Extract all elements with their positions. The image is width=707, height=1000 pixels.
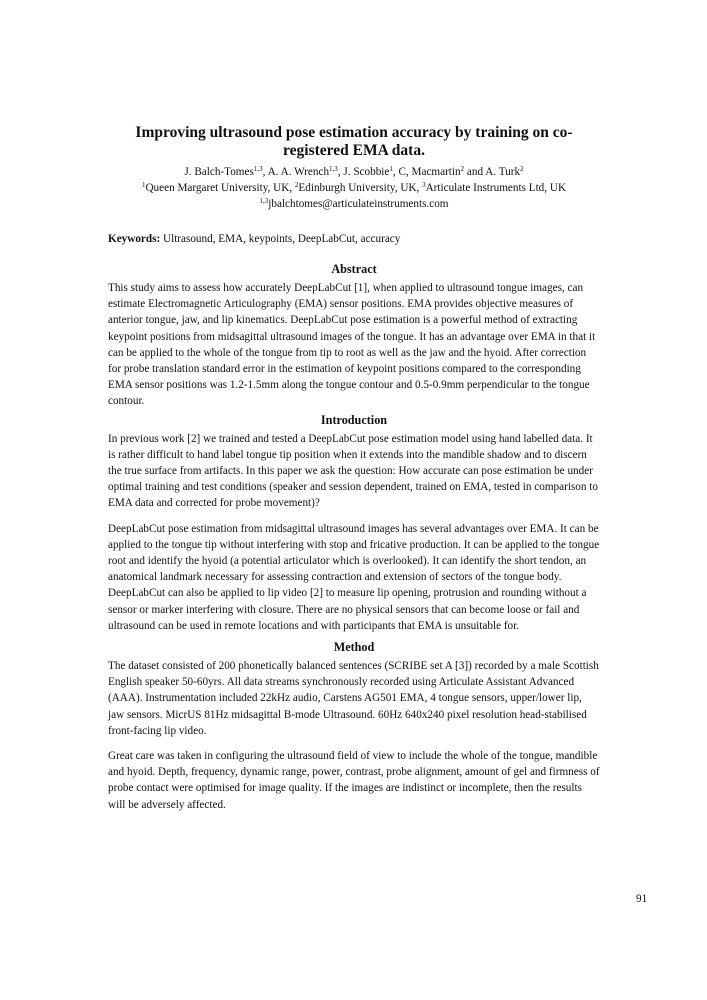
- contact-email: $^{1,3}$jbalchtomes@articulateinstruments.com: [259, 197, 449, 210]
- page-number: 91: [636, 893, 648, 905]
- author: J. Scobbie$^1$,: [343, 165, 399, 178]
- method-heading: Method: [333, 640, 375, 655]
- author: J. Balch-Tomes$^{1,3}$,: [184, 165, 268, 178]
- author-list: [108, 164, 600, 180]
- author: C, Macmartin$^2$ and: [398, 165, 486, 178]
- author: A. A. Wrench$^{1,3}$,: [267, 165, 344, 178]
- method-paragraph: The dataset consisted of 200 phonetically balanced sentences (SCRIBE set A [3]) recorded by a male Scottish English speaker 50-60yrs. All data streams synchronously recorded using Articulate Assistant Advanced (AAA). Instrumentation included 22kHz audio, Carstens AG501 EMA, 4 tongue sensors, upper/lower lip, jaw sensors. MicrUS 81Hz midsagittal B-mode Ultrasound. 60Hz 640x240 pixel resolution head-stabilised front-facing lip video.: [108, 660, 599, 737]
- paper-title: Improving ultrasound pose estimation accuracy by training on co-registered EMA data.: [135, 124, 573, 159]
- abstract-heading: Abstract: [331, 262, 377, 276]
- introduction-paragraph: DeepLabCut pose estimation from midsagittal ultrasound images has several advantages over EMA. It can be applied to the tongue tip without interfering with stop and fricative production. It can be applied to the tongue root and identify the hyoid (a potential articulator which is overlooked). It can identify the short tendon, an anatomical landmark necessary for assessing contraction and extension of sectors of the tongue body. DeepLabCut can also be applied to lip video [2] to measure lip opening, protrusion and rounding without a sensor or marker interfering with closure. There are no physical sensors that can become loose or fail and ultrasound can be used in remote locations and with participants that EMA is unsuitable for.: [108, 522, 600, 632]
- author: A. Turk$^2$: [485, 165, 524, 178]
- affiliation-list: $^1$Queen Margaret University, UK, $^2$Edinburgh University, UK, $^3$Articulate Instruments Ltd, UK: [141, 181, 567, 194]
- introduction-heading: Introduction: [320, 412, 388, 427]
- keywords-label: Keywords:: [108, 233, 161, 245]
- keywords-line: [108, 232, 600, 247]
- keywords-value: Ultrasound, EMA, keypoints, DeepLabCut, accuracy: [160, 233, 401, 245]
- paper-page: [108, 124, 600, 813]
- method-paragraph: Great care was taken in configuring the ultrasound field of view to include the whole of the tongue, mandible and hyoid. Depth, frequency, dynamic range, power, contrast, probe alignment, amount of gel and firmness of probe contact were optimised for image quality. If the images are indistinct or incomplete, then the results will be adversely affected.: [108, 750, 600, 811]
- abstract-paragraph: This study aims to assess how accurately DeepLabCut [1], when applied to ultrasound tongue images, can estimate Electromagnetic Articulography (EMA) sensor positions. EMA provides objective measures of anterior tongue, jaw, and lip kinematics. DeepLabCut pose estimation is a powerful method of extracting keypoint positions from midsagittal ultrasound images of the tongue. It has an advantage over EMA in that it can be applied to the whole of the tongue from tip to root as well as the jaw and the hyoid. After correction for probe translation standard error in the estimation of keypoint positions compared to the corresponding EMA sensor positions was 1.2-1.5mm along the tongue contour and 0.5-0.9mm perpendicular to the tongue contour.: [108, 282, 596, 408]
- introduction-paragraph: In previous work [2] we trained and tested a DeepLabCut pose estimation model using hand labelled data. It is rather difficult to hand label tongue tip position when it extends into the mandible shadow and to discern the true surface from artifacts. In this paper we ask the question: How accurate can pose estimation be under optimal training and test conditions (speaker and session dependent, trained on EMA, tested in comparison to EMA data and corrected for probe movement)?: [108, 432, 598, 510]
